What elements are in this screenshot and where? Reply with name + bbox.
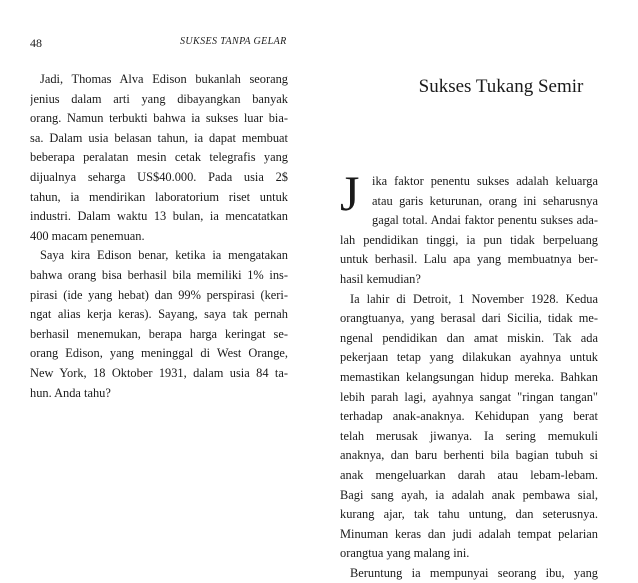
text-line: ika faktor penentu sukses adalah keluarga <box>372 174 598 188</box>
text-line: anaknya, dan baru berhenti bila bagian tubuh si <box>340 448 598 463</box>
text-line: Ia lahir di Detroit, 1 November 1928. Kedua <box>350 291 598 306</box>
text-line: tahun, ia mendirikan laboratorium riset untuk <box>30 189 288 204</box>
right-page <box>319 0 638 580</box>
drop-cap-paragraph <box>340 165 598 231</box>
text-line: gagal total. Andai faktor penentu sukses ada- <box>372 213 598 228</box>
text-line: untuk berhasil. Lalu apa yang membuatnya ber- <box>340 252 598 267</box>
text-line: orangtuanya, yang berasal dari Sicilia, tidak me- <box>340 311 598 326</box>
text-line: kurang ajar, tak tahu untung, dan seterusnya. <box>340 507 598 522</box>
right-body-text <box>340 165 598 583</box>
chapter-title: Sukses Tukang Semir <box>418 76 584 97</box>
text-line: 400 macam penemuan. <box>30 228 145 243</box>
running-head: SUKSES TANPA GELAR <box>180 36 287 47</box>
text-line: pekerjaan tetap yang dilakukan ayahnya untuk <box>340 350 598 365</box>
text-line: hasil kemudian? <box>340 271 421 286</box>
text-line: beberapa peralatan mesin cetak telegrafis yang <box>30 150 288 165</box>
text-line: memastikan kelangsungan hidup mereka. Bahkan <box>340 369 598 384</box>
text-line: orang Edison, yang meninggal di West Orange, <box>30 346 288 361</box>
text-line: New York, 18 Oktober 1931, dalam usia 84 ta- <box>30 365 288 380</box>
text-line: pirasi (ide yang hebat) dan 99% perspirasi (keri- <box>30 287 288 302</box>
text-line: terhadap anak-anaknya. Kehidupan yang berat <box>340 409 598 424</box>
text-line: ngat alias kerja keras). Sayang, saya tak pernah <box>30 307 288 322</box>
text-line: orangtua yang malang ini. <box>340 546 470 561</box>
text-line: Minuman keras dan judi adalah tempat pelarian <box>340 526 598 541</box>
drop-cap: J <box>340 165 360 221</box>
text-line: jenius dalam arti yang dibayangkan banyak <box>30 91 288 106</box>
text-line: industri. Dalam waktu 13 bulan, ia mencatatkan <box>30 209 288 224</box>
left-body-text <box>30 70 288 403</box>
text-line: Jadi, Thomas Alva Edison bukanlah seorang <box>40 72 288 86</box>
text-line: berhasil menemukan, berapa harga keringat se- <box>30 326 288 341</box>
text-line: Saya kira Edison benar, ketika ia mengatakan <box>40 248 288 263</box>
text-line: Bagi sang ayah, ia adalah anak pembawa sial, <box>340 487 598 502</box>
text-line: sa. Dalam usia belasan tahun, ia dapat membuat <box>30 130 288 145</box>
text-line: telah merusak jiwanya. Ia sering memukuli <box>340 428 598 443</box>
text-line: lah pendidikan tinggi, ia pun tidak berpeluang <box>340 232 598 247</box>
left-page <box>0 0 319 559</box>
text-line: dijualnya seharga US$40.000. Pada usia 2$ <box>30 169 288 184</box>
page-number: 48 <box>30 36 42 50</box>
text-line: Beruntung ia mempunyai seorang ibu, yang <box>350 565 598 580</box>
text-line: hun. Anda tahu? <box>30 385 111 400</box>
text-line: anak mengeluarkan darah atau lebam-lebam. <box>340 467 598 482</box>
text-line: orang. Namun terbukti bahwa ia sukses luar bia- <box>30 111 288 126</box>
text-line: lebih parah lagi, ayahnya sangat "ringan tangan" <box>340 389 598 404</box>
text-line: bahwa orang bisa berhasil bila memiliki 1% ins- <box>30 267 288 282</box>
text-line: atau garis keturunan, orang ini seharusnya <box>372 193 598 208</box>
text-line: ngenal pendidikan dan amat miskin. Tak ada <box>340 330 598 345</box>
